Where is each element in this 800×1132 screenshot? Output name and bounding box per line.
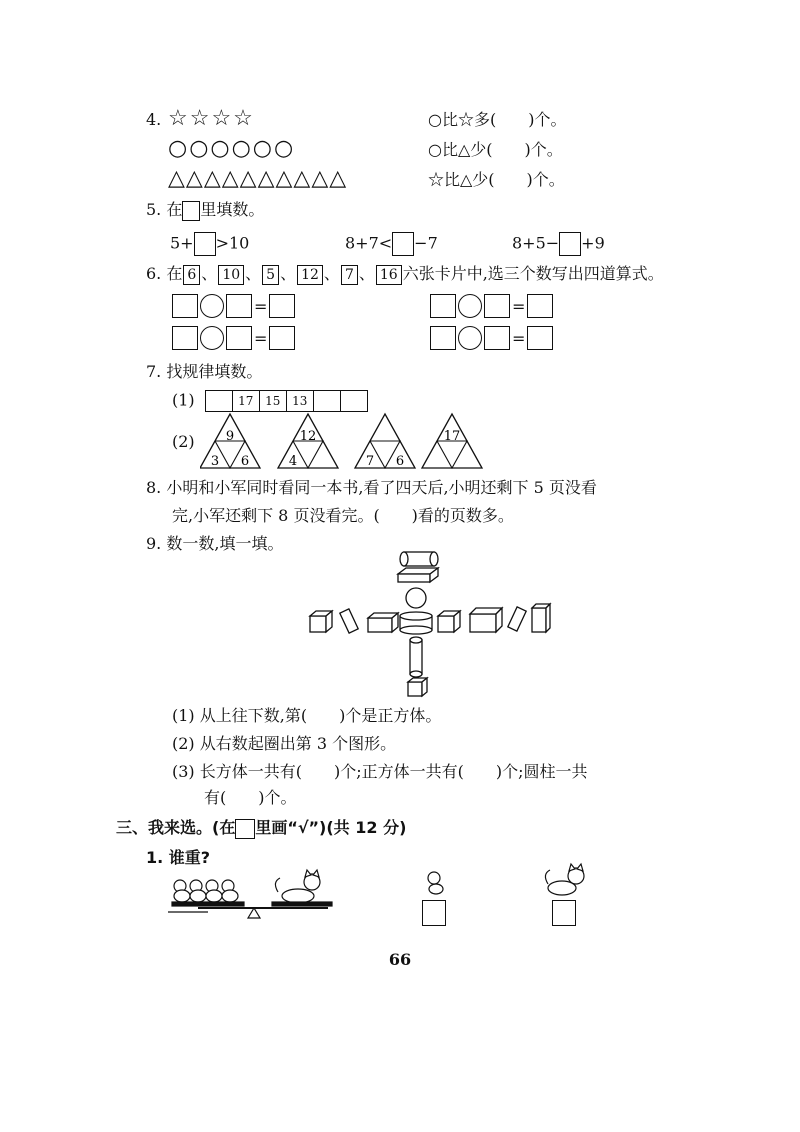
q5-number: 5. xyxy=(146,200,162,219)
answer-box[interactable] xyxy=(182,201,200,221)
q7-part1-label: (1) xyxy=(172,390,195,410)
number-triangle xyxy=(355,414,415,469)
answer-box[interactable] xyxy=(172,326,198,350)
separator: 、 xyxy=(358,264,375,283)
sequence-cell: 13 xyxy=(286,390,314,412)
triangle-left: 3 xyxy=(210,454,220,469)
cuboid-shape xyxy=(532,604,550,632)
cube-shape xyxy=(310,611,332,632)
number-triangle xyxy=(422,414,482,468)
q8-line1 xyxy=(146,478,597,498)
equals-sign: = xyxy=(512,328,526,348)
cylinder-shape xyxy=(410,637,422,677)
cuboid-shape xyxy=(470,608,502,632)
chick-icon xyxy=(428,872,443,894)
chick-answer-box[interactable] xyxy=(422,900,446,926)
q4-line1: ○比☆多( )个。 xyxy=(428,110,567,129)
q7-part2-label: (2) xyxy=(172,432,195,451)
triangle-top: 12 xyxy=(299,429,317,444)
q5-expr2-post: −7 xyxy=(414,233,438,253)
chick-icon xyxy=(174,880,238,902)
q5-expr3-pre: 8+5− xyxy=(512,233,560,253)
section-three-title-post: 里画“√”)(共 12 分) xyxy=(255,818,407,837)
q6-equation-4 xyxy=(430,326,553,350)
answer-box[interactable] xyxy=(430,294,456,318)
page-number: 66 xyxy=(388,950,412,969)
q4-triangles-row: △△△△△△△△△△ xyxy=(168,166,348,191)
cuboid-shape xyxy=(368,613,398,632)
operator-circle[interactable] xyxy=(458,326,482,350)
cat-answer-box[interactable] xyxy=(552,900,576,926)
q7-title xyxy=(146,362,262,382)
cat-icon xyxy=(275,870,320,903)
q3-1-title-text: 谁重? xyxy=(168,848,211,867)
cube-shape xyxy=(438,611,460,632)
q5-expr2-pre: 8+7< xyxy=(345,233,393,253)
equals-sign: = xyxy=(512,296,526,316)
answer-box[interactable] xyxy=(559,232,581,256)
q5-title-pre: 在 xyxy=(166,200,183,219)
number-card: 16 xyxy=(376,265,402,285)
cat-icon xyxy=(545,864,584,895)
section-three-title xyxy=(116,818,406,839)
operator-circle[interactable] xyxy=(458,294,482,318)
operator-circle[interactable] xyxy=(200,326,224,350)
separator: 、 xyxy=(323,264,340,283)
q7-part1 xyxy=(172,390,368,412)
number-card: 5 xyxy=(262,265,279,285)
q3-1-title xyxy=(146,848,210,868)
triangle-left: 7 xyxy=(365,454,375,469)
q5-expr1-post: >10 xyxy=(215,233,250,253)
q9-number: 9. xyxy=(146,534,162,553)
balance-scale-illustration xyxy=(168,868,338,922)
triangle-right: 6 xyxy=(240,454,250,469)
triangle-top: 17 xyxy=(443,429,461,444)
q5-expr1-pre: 5+ xyxy=(170,233,194,253)
section-three-title-pre: 三、我来选。(在 xyxy=(116,818,236,837)
answer-box xyxy=(235,819,255,839)
number-triangle xyxy=(200,414,260,469)
sequence-cell[interactable] xyxy=(340,390,368,412)
sequence-row xyxy=(206,390,368,412)
answer-box[interactable] xyxy=(527,326,553,350)
q9-title-text: 数一数,填一填。 xyxy=(166,534,284,553)
number-triangle xyxy=(278,414,338,469)
cat-choice xyxy=(540,862,590,902)
q9-sub2: (2) 从右数起圈出第 3 个图形。 xyxy=(172,734,397,753)
q9-sub1: (1) 从上往下数,第( )个是正方体。 xyxy=(172,706,442,725)
equals-sign: = xyxy=(254,296,268,316)
q5-expr1 xyxy=(170,232,249,256)
answer-box[interactable] xyxy=(269,294,295,318)
cylinder-shape xyxy=(340,609,358,633)
q7-title-text: 找规律填数。 xyxy=(166,362,263,381)
q5-title xyxy=(146,200,264,221)
cylinder-shape xyxy=(400,612,432,634)
number-card: 7 xyxy=(341,265,358,285)
q7-number: 7. xyxy=(146,362,162,381)
answer-box[interactable] xyxy=(527,294,553,318)
q9-sub3: (3) 长方体一共有( )个;正方体一共有( )个;圆柱一共 xyxy=(172,762,588,781)
sphere-shape xyxy=(406,588,426,608)
q5-expr3-post: +9 xyxy=(581,233,605,253)
q6-number: 6. xyxy=(146,264,162,283)
answer-box[interactable] xyxy=(194,232,216,256)
sequence-cell: 17 xyxy=(232,390,260,412)
equals-sign: = xyxy=(254,328,268,348)
number-card: 6 xyxy=(183,265,200,285)
answer-box[interactable] xyxy=(484,294,510,318)
q4-number: 4. xyxy=(146,110,162,129)
q4-stars-row: ☆☆☆☆ xyxy=(168,106,255,131)
operator-circle[interactable] xyxy=(200,294,224,318)
answer-box[interactable] xyxy=(269,326,295,350)
q8-text-line1: 小明和小军同时看同一本书,看了四天后,小明还剩下 5 页没看 xyxy=(166,478,597,497)
separator: 、 xyxy=(280,264,297,283)
q4-line3: ☆比△少( )个。 xyxy=(428,170,565,189)
sequence-cell[interactable] xyxy=(313,390,341,412)
answer-box[interactable] xyxy=(392,232,414,256)
sequence-cell[interactable] xyxy=(205,390,233,412)
separator: 、 xyxy=(201,264,218,283)
q6-equation-1 xyxy=(172,294,295,318)
sequence-cell: 15 xyxy=(259,390,287,412)
triangle-right: 6 xyxy=(395,454,405,469)
q6-equation-2 xyxy=(430,294,553,318)
number-card: 10 xyxy=(218,265,244,285)
solid-shapes-figure xyxy=(300,548,560,698)
q6-pre: 在 xyxy=(166,264,183,283)
q9-sub3-cont: 有( )个。 xyxy=(204,788,297,807)
separator: 、 xyxy=(245,264,262,283)
q4-circles-row: ○○○○○○ xyxy=(168,136,296,161)
answer-box[interactable] xyxy=(484,326,510,350)
number-card: 12 xyxy=(297,265,323,285)
cylinder-shape xyxy=(508,607,526,631)
q8-line2: 完,小军还剩下 8 页没看完。( )看的页数多。 xyxy=(172,506,514,525)
q6-equation-3 xyxy=(172,326,295,350)
q9-title xyxy=(146,534,283,554)
q5-expr3 xyxy=(512,232,605,256)
q8-number: 8. xyxy=(146,478,162,497)
triangle-left: 4 xyxy=(288,454,298,469)
answer-box[interactable] xyxy=(226,294,252,318)
cuboid-shape xyxy=(398,568,438,582)
triangle-top: 9 xyxy=(225,429,235,444)
q3-1-number: 1. xyxy=(146,848,164,867)
cube-shape xyxy=(408,678,427,696)
q6-title xyxy=(146,264,664,285)
cylinder-shape xyxy=(400,552,438,566)
answer-box[interactable] xyxy=(172,294,198,318)
answer-box[interactable] xyxy=(226,326,252,350)
q5-title-post: 里填数。 xyxy=(200,200,265,219)
q4-line2: ○比△少( )个。 xyxy=(428,140,563,159)
q6-post: 六张卡片中,选三个数写出四道算式。 xyxy=(402,264,664,283)
q5-expr2 xyxy=(345,232,438,256)
q7-triangles xyxy=(200,410,500,472)
answer-box[interactable] xyxy=(430,326,456,350)
